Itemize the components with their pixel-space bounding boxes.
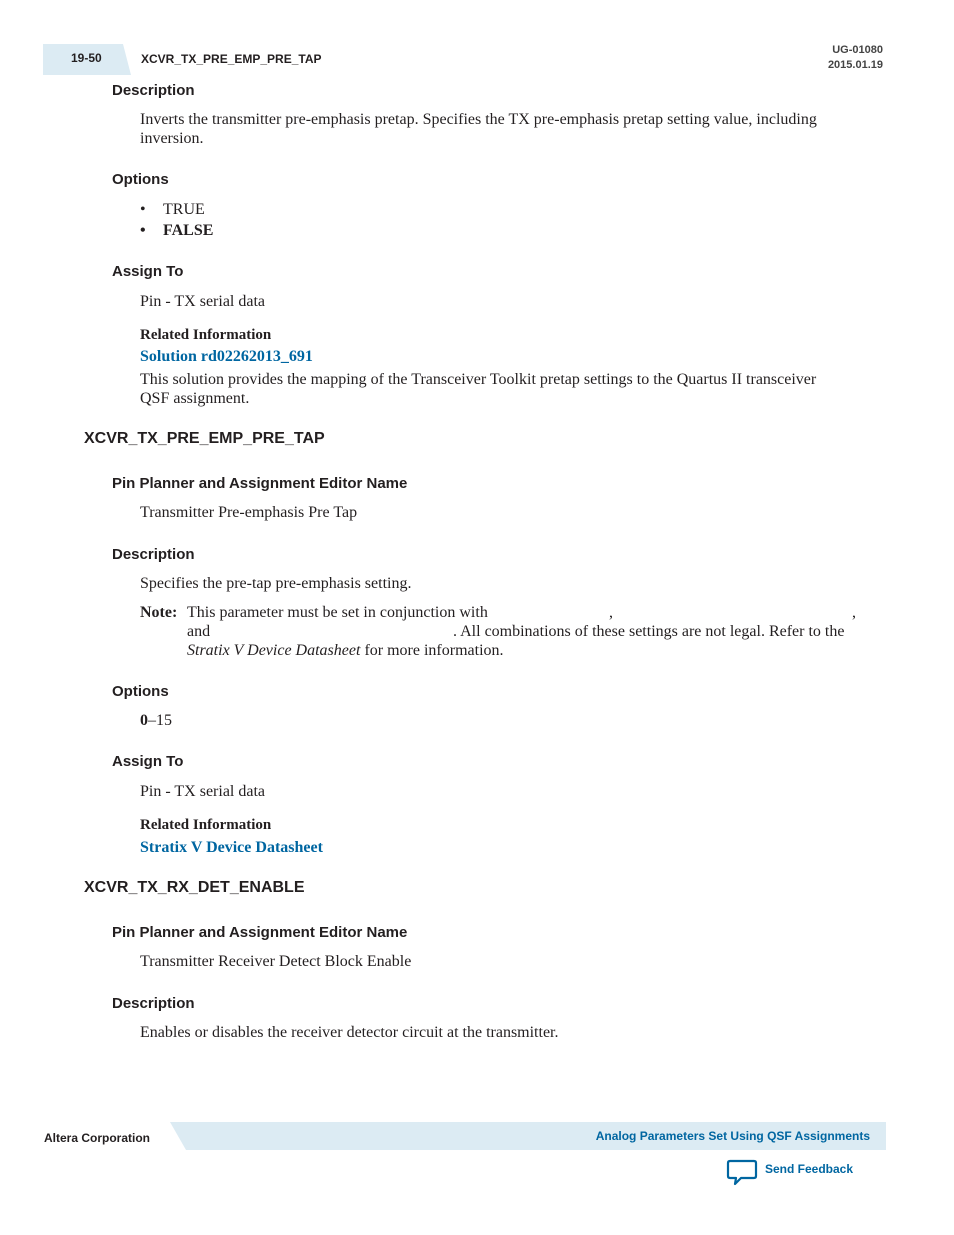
note-comma: , [852, 604, 856, 621]
planner-name-heading: Pin Planner and Assignment Editor Name [112, 924, 408, 941]
section-title-pre-tap: XCVR_TX_PRE_EMP_PRE_TAP [84, 430, 325, 447]
planner-name-heading: Pin Planner and Assignment Editor Name [112, 475, 408, 492]
doc-id-block [828, 43, 883, 73]
planner-name-text: Transmitter Receiver Detect Block Enable [140, 953, 412, 970]
doc-id: UG-01080 [832, 44, 883, 56]
description-text: Enables or disables the receiver detector circuit at the transmitter. [140, 1024, 559, 1041]
footer-company: Altera Corporation [44, 1131, 151, 1145]
footer-section-link[interactable]: Analog Parameters Set Using QSF Assignments [595, 1129, 870, 1143]
note-datasheet-title: Stratix V Device Datasheet [187, 642, 361, 659]
speech-bubble-icon[interactable] [726, 1158, 758, 1186]
datasheet-link[interactable]: Stratix V Device Datasheet [140, 839, 323, 856]
related-info-text: This solution provides the mapping of the Transceiver Toolkit pretap settings to the Quartus II transceiver QSF assignment. [140, 371, 817, 407]
description-text: Specifies the pre-tap pre-emphasis setting. [140, 575, 412, 592]
assign-to-text: Pin - TX serial data [140, 783, 266, 800]
doc-date: 2015.01.19 [827, 59, 883, 71]
assign-to-text: Pin - TX serial data [140, 293, 266, 310]
related-info-heading: Related Information [140, 817, 272, 833]
options-default: 0 [140, 712, 148, 729]
page-number-tab [43, 44, 131, 75]
options-range-rest: –15 [148, 712, 172, 729]
note-comma: , [609, 604, 613, 621]
send-feedback-link[interactable]: Send Feedback [765, 1162, 854, 1176]
options-heading: Options [112, 171, 169, 188]
description-heading: Description [112, 82, 195, 99]
page-number: 19-50 [71, 51, 102, 65]
options-list [140, 199, 213, 241]
note-label: Note: [140, 604, 178, 621]
note-text: . All combinations of these settings are not legal. Refer to the [453, 623, 845, 640]
running-title: XCVR_TX_PRE_EMP_PRE_TAP [141, 52, 322, 66]
description-heading: Description [112, 995, 195, 1012]
assign-to-heading: Assign To [112, 263, 184, 280]
note-text: and [187, 623, 211, 640]
option-item: • TRUE [140, 199, 213, 220]
description-text: Inverts the transmitter pre-emphasis pretap. Specifies the TX pre-emphasis pretap setting value, including inversion. [140, 111, 817, 147]
note-text: This parameter must be set in conjunction with [187, 604, 488, 621]
options-range [140, 711, 875, 730]
assign-to-heading: Assign To [112, 753, 184, 770]
related-info-heading: Related Information [140, 327, 272, 343]
solution-link[interactable]: Solution rd02262013_691 [140, 348, 313, 365]
planner-name-text: Transmitter Pre-emphasis Pre Tap [140, 504, 358, 521]
note-body [187, 603, 877, 660]
description-heading: Description [112, 546, 195, 563]
option-item-default: • FALSE [140, 220, 213, 241]
note-text: for more information. [360, 642, 504, 659]
options-heading: Options [112, 683, 169, 700]
section-title-rx-det: XCVR_TX_RX_DET_ENABLE [84, 879, 305, 896]
